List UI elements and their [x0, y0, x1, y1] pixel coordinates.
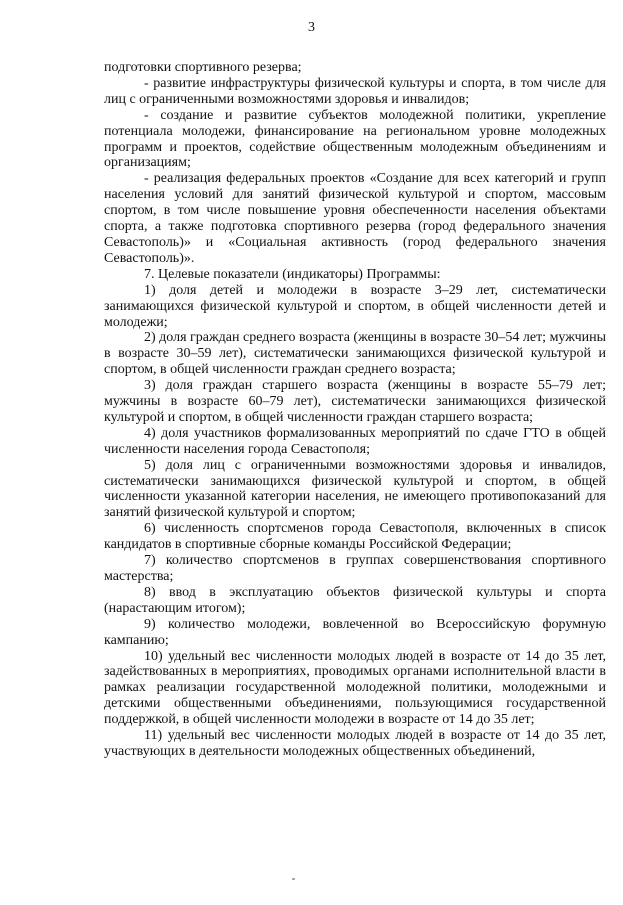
indicator-item-9: 9) количество молодежи, вовлеченной во Всероссийскую форумную кампанию; — [104, 616, 606, 648]
indicator-item-10: 10) удельный вес численности молодых людей в возрасте от 14 до 35 лет, задействованных в мероприятиях, проводимых органами исполнительной власти в рамках реализации государственной молодежной политики, молодежными и детскими общественными объединениями, пользующимися государственной поддержкой, в общей численности молодежи в возрасте от 14 до 35 лет; — [104, 648, 606, 728]
paragraph-federal-projects: - реализация федеральных проектов «Создание для всех категорий и групп населения условий для занятий физической культурой и спортом, массовым спортом, в том числе повышение уровня обеспеченности населения объектами спорта, а также подготовка спортивного резерва (город федерального значения Севастополь)» и «Социальная активность (город федерального значения Севастополь)». — [104, 171, 606, 266]
paragraph-infrastructure: - развитие инфраструктуры физической культуры и спорта, в том числе для лиц с ограниченными возможностями здоровья и инвалидов; — [104, 75, 606, 107]
document-body — [104, 60, 606, 760]
indicator-item-5: 5) доля лиц с ограниченными возможностями здоровья и инвалидов, систематически занимающихся физической культурой и спортом, в общей численности указанной категории населения, не имеющего противопоказаний для занятий физической культурой и спортом; — [104, 457, 606, 521]
page-number: 3 — [308, 20, 315, 35]
indicator-item-7: 7) количество спортсменов в группах совершенствования спортивного мастерства; — [104, 553, 606, 584]
paragraph-youth-policy: - создание и развитие субъектов молодежной политики, укрепление потенциала молодежи, финансирование на региональном уровне молодежных программ и проектов, содействие общественным молодежным объединениям и организациям; — [104, 107, 606, 171]
indicator-item-8: 8) ввод в эксплуатацию объектов физической культуры и спорта (нарастающим итогом); — [104, 584, 606, 616]
indicator-item-6: 6) численность спортсменов города Севастополя, включенных в список кандидатов в спортивные сборные команды Российской Федерации; — [104, 521, 606, 553]
paragraph-continuation: подготовки спортивного резерва; — [104, 60, 302, 75]
scan-speck — [292, 878, 295, 880]
indicator-item-1: 1) доля детей и молодежи в возрасте 3–29 лет, систематически занимающихся физической культурой и спортом, в общей численности детей и молодежи; — [104, 282, 606, 330]
indicator-item-11: 11) удельный вес численности молодых людей в возрасте от 14 до 35 лет, участвующих в деятельности молодежных общественных объединений, — [104, 728, 606, 759]
indicator-item-3: 3) доля граждан старшего возраста (женщины в возрасте 55–79 лет; мужчины в возрасте 60–79 лет), систематически занимающихся физической культурой и спортом, в общей численности граждан старшего возраста; — [104, 378, 606, 425]
indicator-item-2: 2) доля граждан среднего возраста (женщины в возрасте 30–54 лет; мужчины в возрасте 30–59 лет), систематически занимающихся физической культурой и спортом, в общей численности граждан среднего возраста; — [104, 330, 607, 378]
indicator-item-4: 4) доля участников формализованных мероприятий по сдаче ГТО в общей численности населения города Севастополя; — [104, 425, 606, 457]
section-heading-target-indicators: 7. Целевые показатели (индикаторы) Программы: — [144, 266, 441, 282]
